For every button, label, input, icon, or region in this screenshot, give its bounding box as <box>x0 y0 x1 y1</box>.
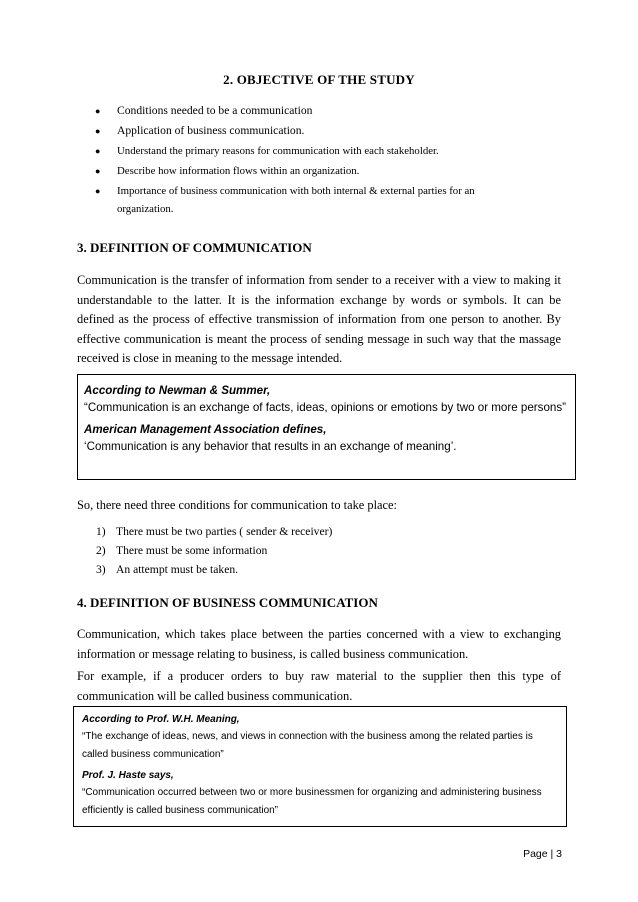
condition-item: 2) There must be some information <box>96 544 268 557</box>
section-2-title: 2. OBJECTIVE OF THE STUDY <box>223 72 415 87</box>
quote-attribution: Prof. J. Haste says, <box>82 770 174 781</box>
objective-item: ● Describe how information flows within an organization. <box>95 161 555 181</box>
condition-item: 1) There must be two parties ( sender & receiver) <box>96 525 333 538</box>
quote-text: “The exchange of ideas, news, and views in connection with the business among the related parties is called business communication” <box>82 731 533 760</box>
condition-item: 3) An attempt must be taken. <box>96 563 239 576</box>
objectives-list <box>95 101 555 218</box>
section-4-heading: 4. DEFINITION OF BUSINESS COMMUNICATION <box>77 595 378 610</box>
quote-text: “Communication occurred between two or more businessmen for organizing and administering business efficiently is called business communication” <box>82 787 542 816</box>
business-communication-paragraph: Communication, which takes place between the parties concerned with a view to exchanging information or message relating to business, is called business communication. <box>77 627 561 661</box>
business-quote-box <box>73 706 567 827</box>
conditions-intro: So, there need three conditions for communication to take place: <box>77 498 397 512</box>
quote-attribution: According to Prof. W.H. Meaning, <box>82 714 240 725</box>
quote-attribution: According to Newman & Summer, <box>84 384 271 397</box>
quote-attribution: American Management Association defines, <box>84 423 327 436</box>
conditions-list <box>96 522 332 579</box>
objective-item: ● Importance of business communication with both internal & external parties for an organization. <box>95 181 555 218</box>
objective-item: ● Understand the primary reasons for communication with each stakeholder. <box>95 141 555 161</box>
objective-item: ● Conditions needed to be a communication <box>95 101 555 121</box>
quote-text: “Communication is an exchange of facts, ideas, opinions or emotions by two or more persons” <box>84 401 567 414</box>
communication-definition-paragraph: Communication is the transfer of information from sender to a receiver with a view to making it understandable to the latter. It is the information exchange by words or symbols. It can be defined as the process of effective transmission of information from one person to another. By effective communication is meant the process of sending message in such way that the massage received is close in meaning to the message intended. <box>77 273 561 365</box>
quote-text: ‘Communication is any behavior that results in an exchange of meaning’. <box>84 440 457 453</box>
section-3-heading: 3. DEFINITION OF COMMUNICATION <box>77 240 312 255</box>
business-example-paragraph: For example, if a producer orders to buy raw material to the supplier then this type of communication will be called business communication. <box>77 669 561 703</box>
objective-item: ● Application of business communication. <box>95 121 555 141</box>
page-number: Page | 3 <box>523 848 562 860</box>
objective-item-continuation: organization. <box>117 203 174 215</box>
communication-quote-box <box>77 374 576 480</box>
